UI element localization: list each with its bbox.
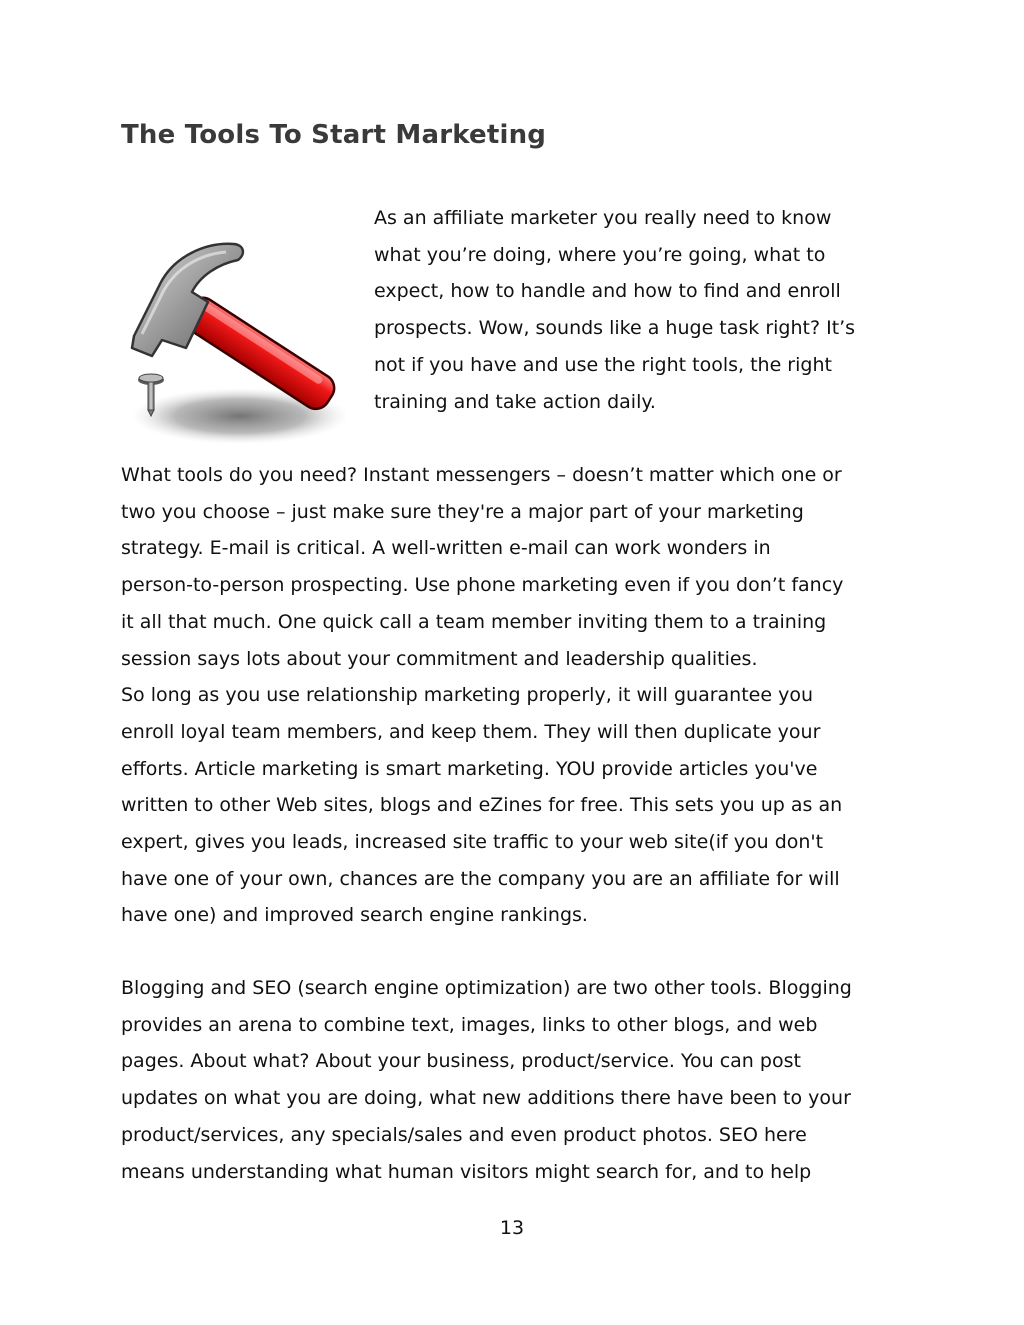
page-number: 13 xyxy=(499,1217,525,1239)
intro-paragraph: As an affiliate marketer you really need to know what you’re doing, where you’re going, what to expect, how to handle and how to find and enroll prospects. Wow, sounds like a huge task right? It’s not if you have and use the right tools, the right training and take action daily. xyxy=(374,207,856,413)
hammer-icon xyxy=(122,236,358,448)
paragraph-tools: What tools do you need? Instant messengers – doesn’t matter which one or two you choose – just make sure they're a major part of your marketing strategy. E-mail is critical. A well-written e-mail can work wonders in person-to-person prospecting. Use phone marketing even if you don’t fancy it all that much. One quick call a team member inviting them to a training session says lots about your commitment and leadership qualities. So long as you use relationship marketing properly, it will guarantee you enroll loyal team members, and keep them. They will then duplicate your efforts. Article marketing is smart marketing. YOU provide articles you've written to other Web sites, blogs and eZines for free. This sets you up as an expert, gives you leads, increased site traffic to your web site(if you don't have one of your own, chances are the company you are an affiliate for will have one) and improved search engine rankings. xyxy=(121,464,844,927)
paragraph-blogging-seo: Blogging and SEO (search engine optimization) are two other tools. Blogging provides an arena to combine text, images, links to other blogs, and web pages. About what? About your business, product/service. You can post updates on what you are doing, what new additions there have been to your product/services, any specials/sales and even product photos. SEO here means understanding what human visitors might search for, and to help xyxy=(121,977,852,1183)
page-title: The Tools To Start Marketing xyxy=(121,120,547,150)
